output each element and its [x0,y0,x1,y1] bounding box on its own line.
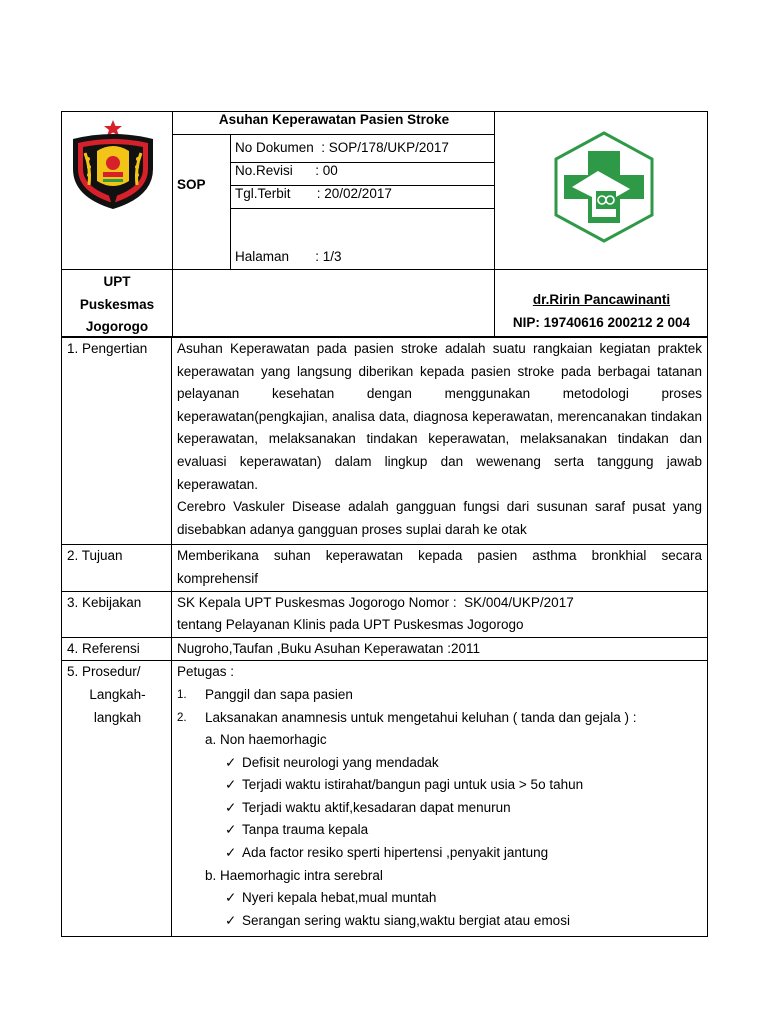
label-prosedur [62,661,172,937]
row-referensi [62,637,708,661]
row-pengertian [62,338,708,545]
list-item [177,910,702,933]
list-item [177,774,702,797]
no-revisi: No.Revisi : 00 [235,163,338,178]
sub-heading-b: b. Haemorhagic intra serebral [205,867,383,883]
content-prosedur [172,661,708,937]
prosedur-label-3: langkah [93,709,142,725]
organization-name [61,271,173,339]
checklist-text: Serangan sering waktu siang,waktu bergiat atau emosi [242,912,570,928]
row-tujuan [62,545,708,591]
list-item [177,819,702,842]
petugas-label: Petugas : [177,664,235,680]
content-tujuan [172,545,708,591]
step-text: Panggil dan sapa pasien [205,686,353,702]
list-item [177,797,702,820]
sop-header [61,111,708,337]
sop-content-table [61,337,708,937]
tujuan-text: Memberikana suhan keperawatan kepada pasien asthma bronkhial secara komprehensif [177,548,702,586]
check-icon: ✓ [225,912,237,928]
content-pengertian [172,338,708,545]
no-dokumen: No Dokumen : SOP/178/UKP/2017 [235,140,449,155]
list-item [177,842,702,865]
checklist-text: Defisit neurologi yang mendadak [242,754,439,770]
checklist-text: Nyeri kepala hebat,mual muntah [242,890,437,906]
check-icon: ✓ [225,754,237,770]
label-kebijakan: 3. Kebijakan [62,591,172,637]
org-line-2: Puskesmas [79,296,155,312]
step-number: 2. [177,711,187,724]
sop-label: SOP [177,177,206,192]
label-pengertian: 1. Pengertian [62,338,172,545]
checklist-text: Ada factor resiko sperti hipertensi ,penyakit jantung [242,845,549,861]
list-item [177,684,702,707]
pengertian-paragraph-1: Asuhan Keperawatan pada pasien stroke adalah suatu rangkaian kegiatan praktek keperawatan yang langsung diberikan kepada pasien stroke pada berbagai tatanan pelayanan kesehatan dengan menggunakan metodologi proses keperawatan(pengkajian, analisa data, diagnosa keperawatan, merencanakan tindakan keperawatan, melaksanakan tindakan keperawatan, melaksanakan tindakan dan evaluasi keperawatan) dalam lingkup dan wewenang serta tanggung jawab keperawatan. [177,341,702,492]
list-item [177,752,702,775]
halaman: Halaman : 1/3 [235,249,342,264]
kebijakan-line-1: SK Kepala UPT Puskesmas Jogorogo Nomor : SK/004/UKP/2017 [177,594,574,610]
label-referensi: 4. Referensi [62,637,172,661]
referensi-text: Nugroho,Taufan ,Buku Asuhan Keperawatan :2011 [177,640,480,656]
row-kebijakan [62,591,708,637]
list-item [177,887,702,910]
signer-nip: NIP: 19740616 200212 2 004 [512,315,691,330]
pengertian-paragraph-2: Cerebro Vaskuler Disease adalah gangguan fungsi dari susunan saraf pusat yang disebabkan adanya gangguan proses suplai darah ke otak [177,499,702,537]
content-referensi [172,637,708,661]
step-text: Laksanakan anamnesis untuk mengetahui keluhan ( tanda dan gejala ) : [205,709,637,725]
check-icon: ✓ [225,777,237,793]
checklist-text: Terjadi waktu aktif,kesadaran dapat menurun [242,799,511,815]
kebijakan-line-2: tentang Pelayanan Klinis pada UPT Puskesmas Jogorogo [177,617,524,633]
checklist-text: Tanpa trauma kepala [242,822,369,838]
org-line-1: UPT [103,274,131,289]
step-number: 1. [177,688,187,701]
check-icon: ✓ [225,822,237,838]
check-icon: ✓ [225,890,237,906]
tgl-terbit: Tgl.Terbit : 20/02/2017 [235,186,392,201]
content-kebijakan [172,591,708,637]
signer-name: dr.Ririn Pancawinanti [532,292,671,307]
row-prosedur [62,661,708,937]
regency-emblem-icon [67,119,159,211]
list-item [177,707,702,730]
prosedur-label-1: 5. Prosedur/ [67,664,141,680]
puskesmas-logo-icon [552,131,656,243]
prosedur-label-2: Langkah- [89,686,146,702]
check-icon: ✓ [225,845,237,861]
label-tujuan: 2. Tujuan [62,545,172,591]
checklist-text: Terjadi waktu istirahat/bangun pagi untuk usia > 5o tahun [242,777,584,793]
document-title: Asuhan Keperawatan Pasien Stroke [218,112,450,127]
sub-heading-a: a. Non haemorhagic [205,732,327,748]
org-line-3: Jogorogo [85,319,149,334]
check-icon: ✓ [225,799,237,815]
